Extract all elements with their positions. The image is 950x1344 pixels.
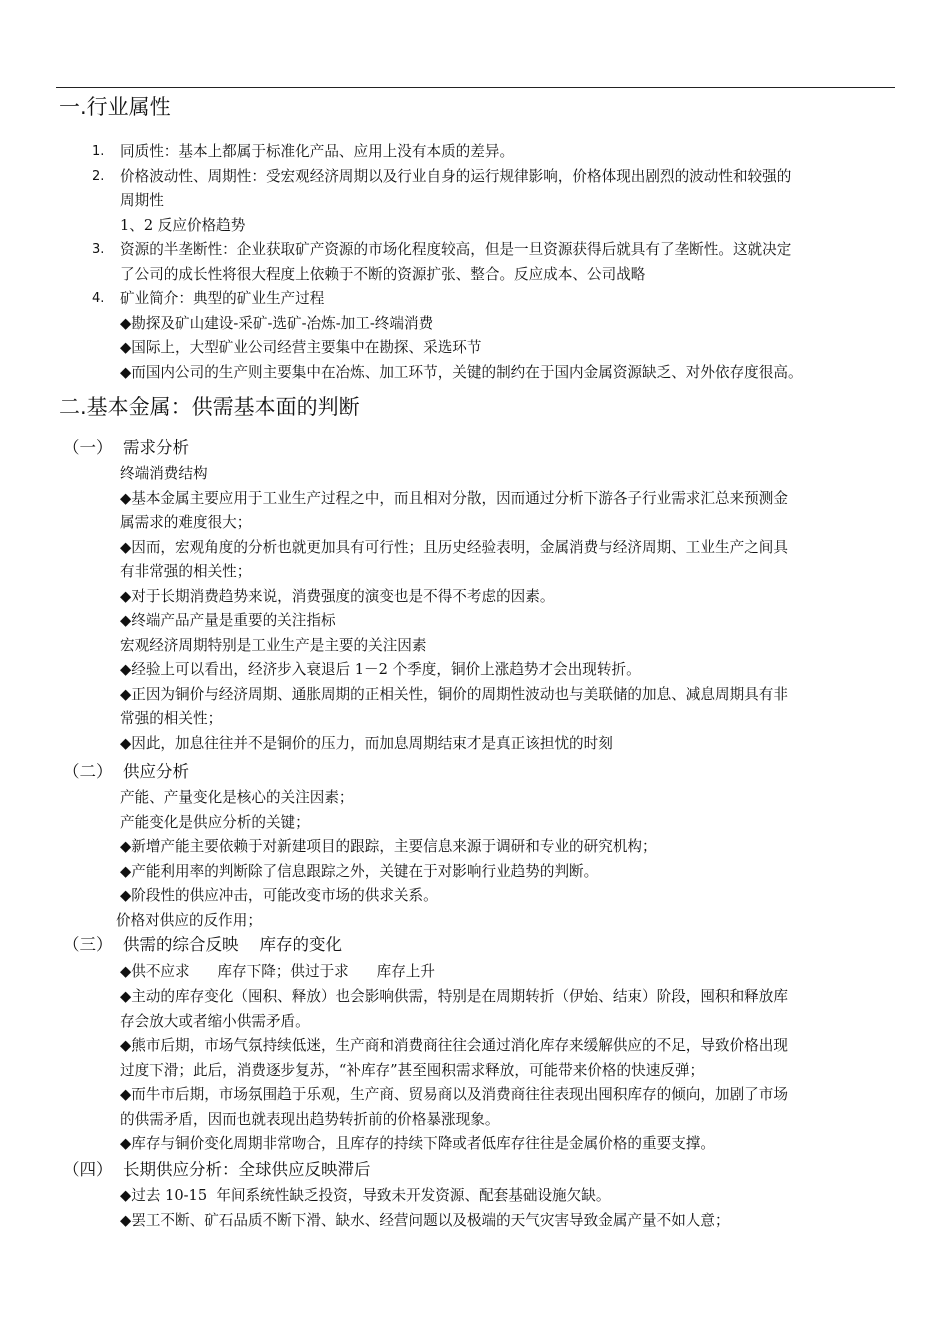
subsection-title: 需求分析 xyxy=(123,438,189,457)
paragraph-line: 的供需矛盾，因而也就表现出趋势转折前的价格暴涨现象。 xyxy=(120,1110,500,1128)
list-number: 4. xyxy=(92,291,105,306)
list-item-text: 了公司的成长性将很大程度上依赖于不断的资源扩张、整合。反应成本、公司战略 xyxy=(120,265,646,283)
paragraph-line: 常强的相关性； xyxy=(120,710,223,727)
section-1-heading: 一.行业属性 xyxy=(59,95,171,119)
paragraph-line: 产能变化是供应分析的关键； xyxy=(120,813,310,831)
paragraph-line: ◆过去 10-15 年间系统性缺乏投资，导致未开发资源、配套基础设施欠缺。 xyxy=(120,1187,611,1204)
list-item-text: 矿业简介：典型的矿业生产过程 xyxy=(120,290,325,307)
subsection-title: 供需的综合反映 库存的变化 xyxy=(123,935,342,954)
paragraph-line: 价格对供应的反作用； xyxy=(116,911,262,929)
subsection-supply-heading xyxy=(63,760,189,784)
paragraph-line: 过度下滑；此后，消费逐步复苏，“补库存”甚至囤积需求释放，可能带来价格的快速反弹； xyxy=(120,1061,705,1079)
paragraph-line: ◆新增产能主要依赖于对新建项目的跟踪，主要信息来源于调研和专业的研究机构； xyxy=(120,838,657,855)
list-item-text: 周期性 xyxy=(120,192,164,209)
paragraph-line: ◆对于长期消费趋势来说，消费强度的演变也是不得不考虑的因素。 xyxy=(120,587,555,605)
list-item-text: 1、2 反应价格趋势 xyxy=(120,216,246,234)
subsection-demand-heading xyxy=(63,436,189,460)
subsection-longterm-heading xyxy=(63,1158,371,1182)
paragraph-line: ◆库存与铜价变化周期非常吻合，且库存的持续下降或者低库存往往是金属价格的重要支撑。 xyxy=(120,1135,715,1152)
paragraph-line: ◆基本金属主要应用于工业生产过程之中，而且相对分散，因而通过分析下游各子行业需求汇总来预测金 xyxy=(120,489,788,507)
paragraph-line: ◆产能利用率的判断除了信息跟踪之外，关键在于对影响行业趋势的判断。 xyxy=(120,862,599,880)
paragraph-line: ◆罢工不断、矿石品质不断下滑、缺水、经营问题以及极端的天气灾害导致金属产量不如人意； xyxy=(120,1211,730,1229)
subsection-number: （三） xyxy=(63,935,113,954)
list-item-text: ◆勘探及矿山建设-采矿-选矿-冶炼-加工-终端消费 xyxy=(120,314,434,332)
paragraph-line: ◆主动的库存变化（囤积、释放）也会影响供需，特别是在周期转折（伊始、结束）阶段，囤积和释放库 xyxy=(120,988,788,1005)
paragraph-line: ◆经验上可以看出，经济步入衰退后 1－2 个季度，铜价上涨趋势才会出现转折。 xyxy=(120,661,641,678)
list-item-text: 同质性：基本上都属于标准化产品、应用上没有本质的差异。 xyxy=(120,143,515,160)
subsection-number: （四） xyxy=(63,1160,113,1179)
subsection-number: （一） xyxy=(63,438,113,457)
paragraph-line: ◆因此，加息往往并不是铜价的压力，而加息周期结束才是真正该担忧的时刻 xyxy=(120,734,613,752)
subsection-title: 供应分析 xyxy=(123,762,189,781)
list-item-text: ◆而国内公司的生产则主要集中在冶炼、加工环节，关键的制约在于国内金属资源缺乏、对外依存度很高。 xyxy=(120,363,803,381)
subsection-title: 长期供应分析：全球供应反映滞后 xyxy=(123,1160,371,1179)
list-number: 1. xyxy=(92,144,105,159)
paragraph-line: ◆供不应求 库存下降；供过于求 库存上升 xyxy=(120,963,435,980)
paragraph-line: 宏观经济周期特别是工业生产是主要的关注因素 xyxy=(120,636,427,654)
header-rule xyxy=(56,87,895,88)
paragraph-line: ◆终端产品产量是重要的关注指标 xyxy=(120,612,336,629)
list-item-text: 资源的半垄断性：企业获取矿产资源的市场化程度较高，但是一旦资源获得后就具有了垄断性。这就决定 xyxy=(120,241,792,258)
paragraph-line: ◆因而，宏观角度的分析也就更加具有可行性；且历史经验表明，金属消费与经济周期、工业生产之间具 xyxy=(120,538,788,556)
paragraph-line: 终端消费结构 xyxy=(120,465,208,482)
paragraph-line: ◆阶段性的供应冲击，可能改变市场的供求关系。 xyxy=(120,887,438,904)
list-number: 3. xyxy=(92,242,105,257)
list-item-text: 价格波动性、周期性：受宏观经济周期以及行业自身的运行规律影响，价格体现出剧烈的波动性和较强的 xyxy=(120,167,792,185)
subsection-number: （二） xyxy=(63,762,113,781)
paragraph-line: ◆正因为铜价与经济周期、通胀周期的正相关性，铜价的周期性波动也与美联储的加息、减息周期具有非 xyxy=(120,685,788,703)
subsection-inventory-heading xyxy=(63,933,342,957)
paragraph-line: 有非常强的相关性； xyxy=(120,563,252,580)
list-number: 2. xyxy=(92,168,105,184)
paragraph-line: 存会放大或者缩小供需矛盾。 xyxy=(120,1012,310,1030)
paragraph-line: ◆熊市后期，市场气氛持续低迷，生产商和消费商往往会通过消化库存来缓解供应的不足，导致价格出现 xyxy=(120,1037,788,1054)
paragraph-line: ◆而牛市后期，市场氛围趋于乐观，生产商、贸易商以及消费商往往表现出囤积库存的倾向，加剧了市场 xyxy=(120,1086,788,1103)
list-item-text: ◆国际上，大型矿业公司经营主要集中在勘探、采选环节 xyxy=(120,339,482,356)
paragraph-line: 产能、产量变化是核心的关注因素； xyxy=(120,789,354,806)
section-2-heading: 二.基本金属：供需基本面的判断 xyxy=(59,395,360,419)
paragraph-line: 属需求的难度很大； xyxy=(120,514,252,531)
